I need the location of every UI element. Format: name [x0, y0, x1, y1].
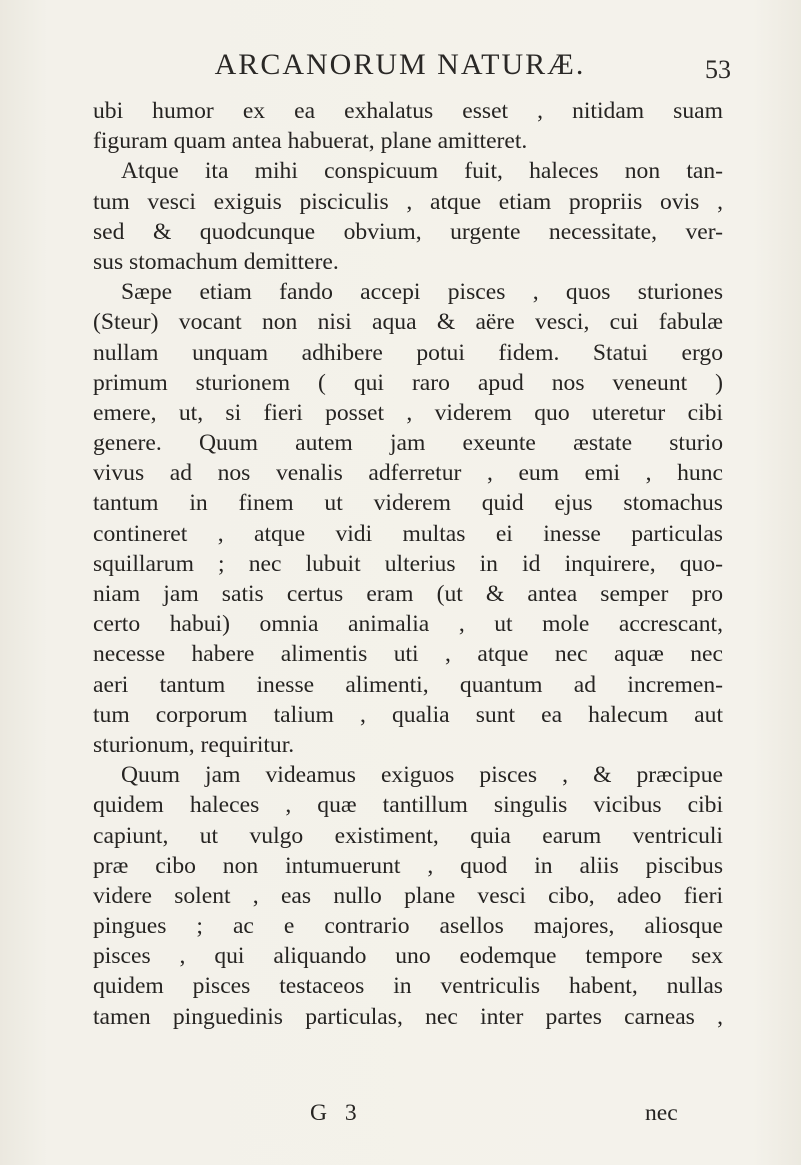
body-text [93, 96, 723, 1032]
text-line: pingues ; ac e contrario asellos majores, aliosque [93, 913, 723, 940]
text-line: Quum jam videamus exiguos pisces , & præcipue [121, 762, 723, 789]
text-line: quidem pisces testaceos in ventriculis habent, nullas [93, 973, 723, 1000]
text-line: tantum in finem ut viderem quid ejus stomachus [93, 490, 723, 517]
text-line: præ cibo non intumuerunt , quod in aliis piscibus [93, 852, 723, 879]
text-line: vivus ad nos venalis adferretur , eum emi , hunc [93, 460, 723, 487]
text-line: Atque ita mihi conspicuum fuit, haleces non tan- [121, 158, 723, 185]
text-line: pisces , qui aliquando uno eodemque tempore sex [93, 943, 723, 970]
text-line: tum vesci exiguis pisciculis , atque etiam propriis ovis , [93, 188, 723, 215]
text-line: contineret , atque vidi multas ei inesse particulas [93, 520, 723, 547]
text-line: capiunt, ut vulgo existiment, quia earum ventriculi [93, 822, 723, 849]
text-line: Sæpe etiam fando accepi pisces , quos sturiones [121, 279, 723, 306]
text-line: aeri tantum inesse alimenti, quantum ad incremen- [93, 671, 723, 698]
footer-line [0, 1100, 801, 1130]
page-number: 53 [705, 55, 731, 84]
text-line: emere, ut, si fieri posset , viderem quo uteretur cibi [93, 399, 723, 426]
text-line: niam jam satis certus eram (ut & antea semper pro [93, 581, 723, 607]
text-line: certo habui) omnia animalia , ut mole accrescant, [93, 611, 723, 638]
text-line: nullam unquam adhibere potui fidem. Statui ergo [93, 339, 723, 366]
catchword: nec [645, 1100, 678, 1126]
text-line: sus stomachum demittere. [93, 248, 339, 275]
text-line: genere. Quum autem jam exeunte æstate sturio [93, 430, 723, 457]
text-line: videre solent , eas nullo plane vesci cibo, adeo fieri [93, 882, 723, 909]
text-line: quidem haleces , quæ tantillum singulis vicibus cibi [93, 792, 723, 819]
text-line: ubi humor ex ea exhalatus esset , nitidam suam [93, 98, 723, 124]
signature-mark: G 3 [310, 1100, 363, 1126]
text-line: figuram quam antea habuerat, plane amitteret. [93, 128, 528, 155]
text-line: sturionum, requiritur. [93, 731, 295, 758]
text-line: squillarum ; nec lubuit ulterius in id inquirere, quo- [93, 550, 723, 577]
text-line: tamen pinguedinis particulas, nec inter partes carneas , [93, 1003, 723, 1030]
text-line: primum sturionem ( qui raro apud nos veneunt ) [93, 369, 723, 396]
running-head: ARCANORUM NATURÆ. [214, 48, 586, 81]
text-line: (Steur) vocant non nisi aqua & aëre vesci, cui fabulæ [93, 309, 723, 336]
text-line: sed & quodcunque obvium, urgente necessitate, ver- [93, 218, 723, 245]
text-line: necesse habere alimentis uti , atque nec aquæ nec [93, 641, 723, 668]
text-line: tum corporum talium , qualia sunt ea halecum aut [93, 701, 723, 728]
